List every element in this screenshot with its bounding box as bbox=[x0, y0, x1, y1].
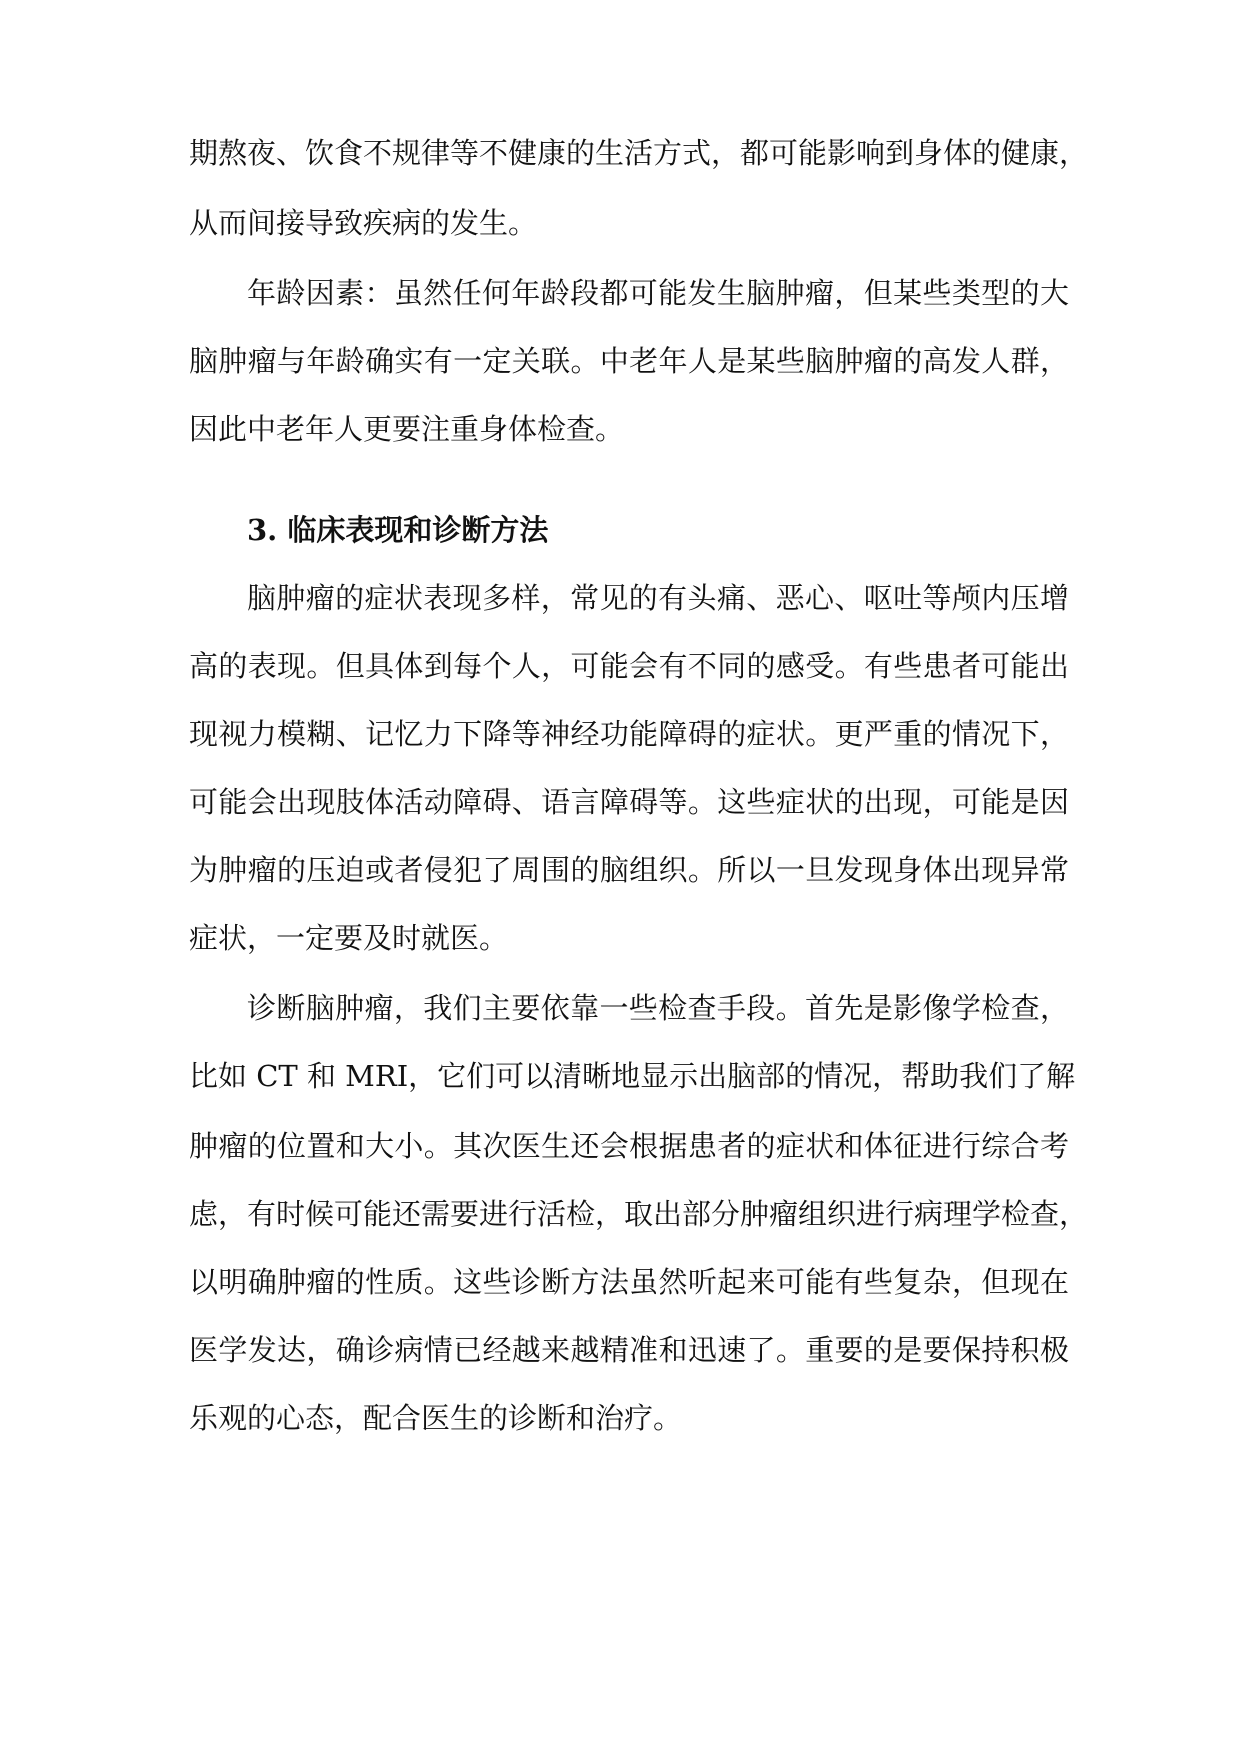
paragraph-line: 可能会出现肢体活动障碍、语言障碍等。这些症状的出现，可能是因 bbox=[189, 785, 1069, 819]
paragraph-line: 虑，有时候可能还需要进行活检，取出部分肿瘤组织进行病理学检查， bbox=[189, 1197, 1089, 1231]
paragraph-line: 脑肿瘤的症状表现多样，常见的有头痛、恶心、呕吐等颅内压增 bbox=[247, 581, 1069, 615]
paragraph-line: 脑肿瘤与年龄确实有一定关联。中老年人是某些脑肿瘤的高发人群， bbox=[189, 344, 1069, 378]
paragraph-line: 诊断脑肿瘤，我们主要依靠一些检查手段。首先是影像学检查， bbox=[247, 991, 1069, 1025]
paragraph-line: 高的表现。但具体到每个人，可能会有不同的感受。有些患者可能出 bbox=[189, 649, 1069, 683]
paragraph-line: 症状，一定要及时就医。 bbox=[189, 921, 509, 955]
paragraph-line: 肿瘤的位置和大小。其次医生还会根据患者的症状和体征进行综合考 bbox=[189, 1129, 1069, 1163]
paragraph-line: 比如 CT 和 MRI，它们可以清晰地显示出脑部的情况，帮助我们了解 bbox=[189, 1059, 1076, 1093]
paragraph-line: 现视力模糊、记忆力下降等神经功能障碍的症状。更严重的情况下， bbox=[189, 717, 1069, 751]
paragraph-line: 为肿瘤的压迫或者侵犯了周围的脑组织。所以一旦发现身体出现异常 bbox=[189, 853, 1069, 887]
paragraph-line: 期熬夜、饮食不规律等不健康的生活方式，都可能影响到身体的健康， bbox=[189, 136, 1089, 170]
paragraph-line: 乐观的心态，配合医生的诊断和治疗。 bbox=[189, 1401, 683, 1435]
section-heading: 3. 临床表现和诊断方法 bbox=[247, 513, 549, 547]
paragraph-line: 从而间接导致疾病的发生。 bbox=[189, 206, 538, 240]
paragraph-line: 医学发达，确诊病情已经越来越精准和迅速了。重要的是要保持积极 bbox=[189, 1333, 1069, 1367]
paragraph-line: 因此中老年人更要注重身体检查。 bbox=[189, 412, 625, 446]
paragraph-line: 以明确肿瘤的性质。这些诊断方法虽然听起来可能有些复杂，但现在 bbox=[189, 1265, 1069, 1299]
paragraph-line: 年龄因素：虽然任何年龄段都可能发生脑肿瘤，但某些类型的大 bbox=[247, 276, 1069, 310]
